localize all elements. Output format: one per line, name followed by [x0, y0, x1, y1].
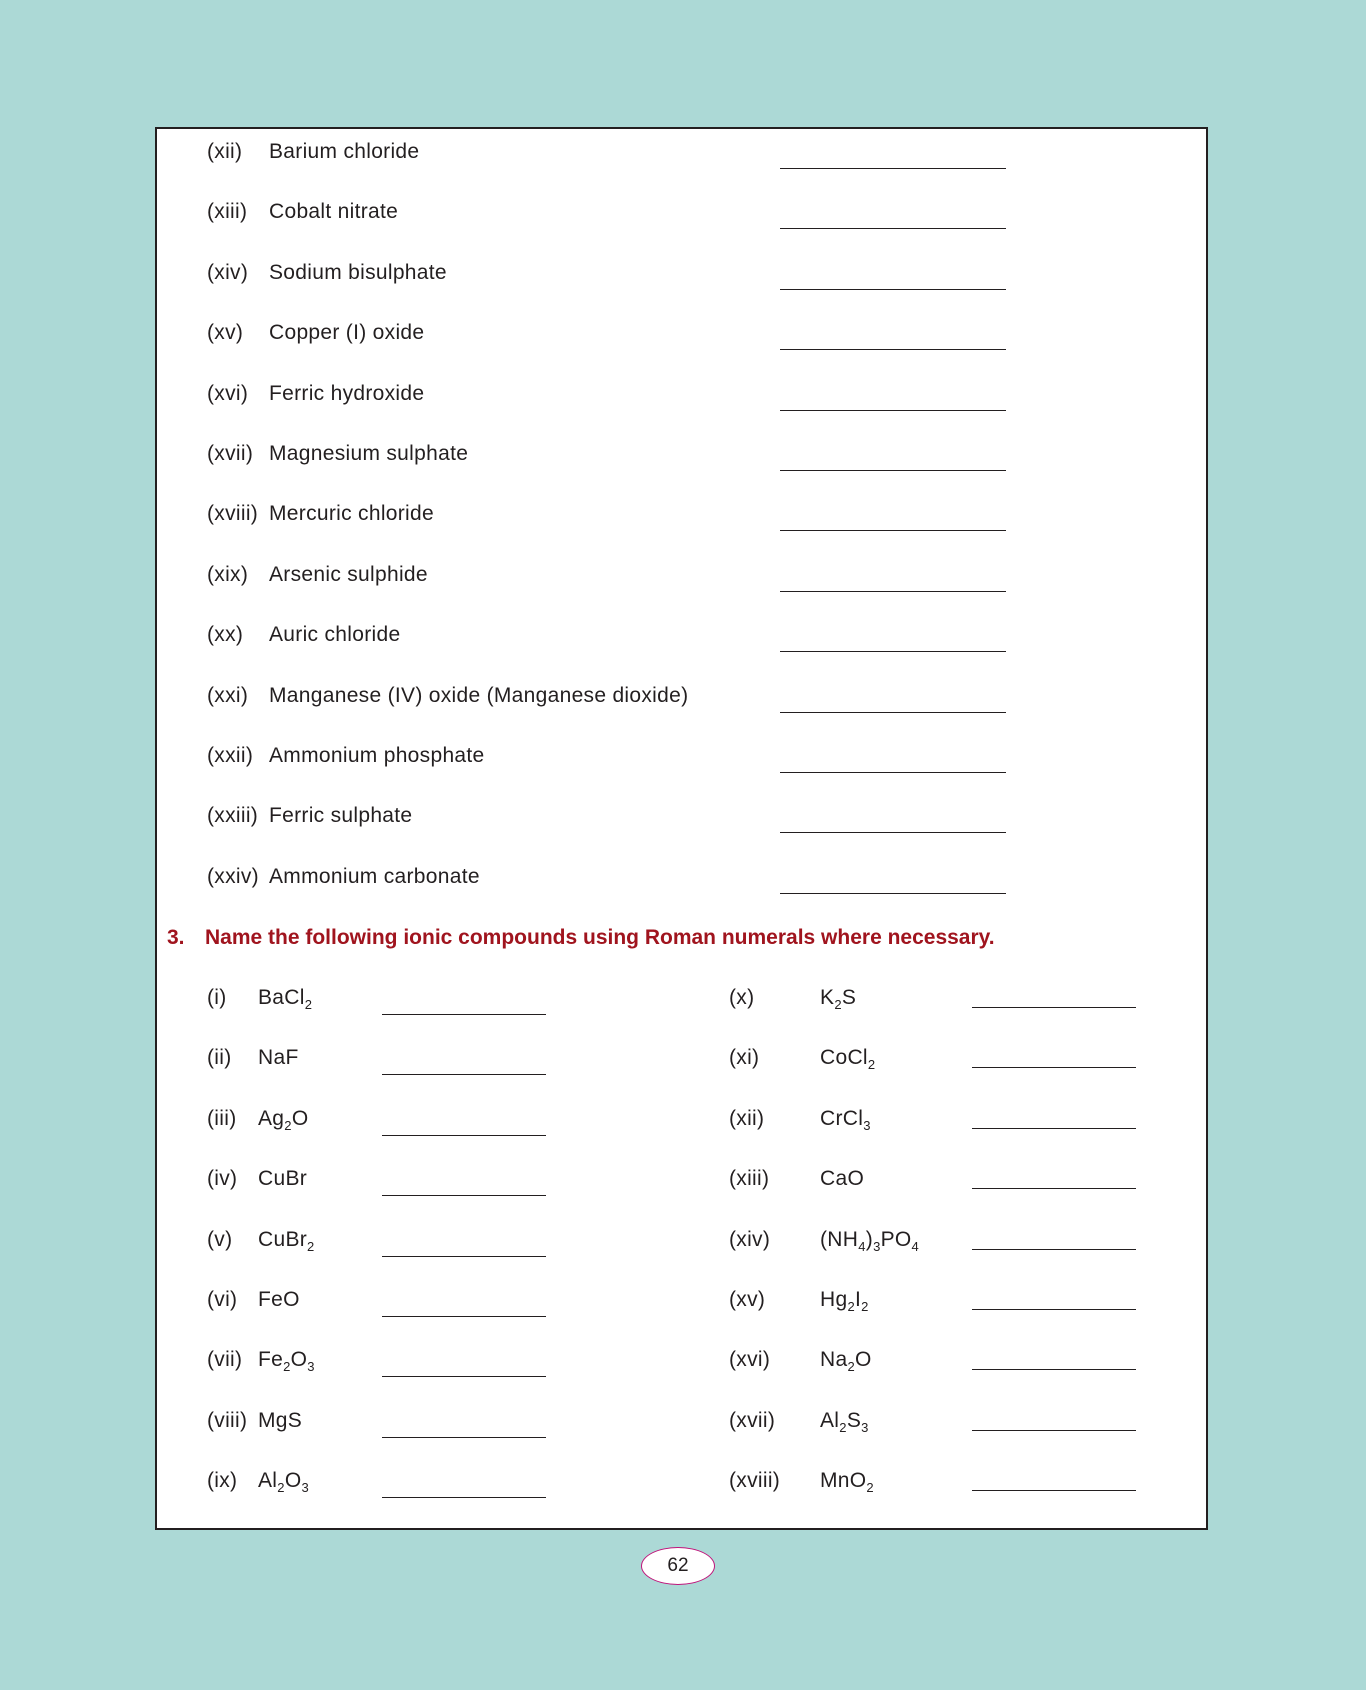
part3-row: [157, 985, 1206, 1025]
compound-name: Copper (I) oxide: [269, 321, 425, 345]
chemical-formula: [820, 1468, 874, 1494]
formula-part: CuBr: [258, 1167, 308, 1191]
answer-blank[interactable]: [780, 410, 1006, 411]
formula-part: O: [291, 1106, 309, 1130]
compound-name: Manganese (IV) oxide (Manganese dioxide): [269, 683, 689, 707]
answer-blank[interactable]: [972, 1007, 1136, 1008]
formula-part: Na: [820, 1348, 848, 1372]
compound-name: Ferric sulphate: [269, 804, 413, 828]
chemical-formula: [820, 1408, 869, 1434]
formula-part: O: [854, 1348, 872, 1372]
answer-blank[interactable]: [780, 712, 1006, 713]
item-number: (ii): [207, 1046, 232, 1070]
formula-part: MnO: [820, 1469, 867, 1493]
formula-part: CrCl: [820, 1106, 864, 1130]
worksheet-page: [155, 127, 1208, 1530]
formula-subscript: 2: [861, 1299, 869, 1314]
part2-row: [157, 501, 1206, 541]
compound-name: Ammonium carbonate: [269, 864, 480, 888]
item-number: (xii): [729, 1106, 765, 1130]
item-number: (xviii): [207, 502, 259, 526]
part3-row: [157, 1408, 1206, 1448]
chemical-formula: [820, 1287, 869, 1313]
formula-part: ): [865, 1227, 874, 1251]
formula-subscript: 3: [307, 1359, 315, 1375]
page-number: 62: [641, 1547, 715, 1585]
part3-row: [157, 1227, 1206, 1267]
answer-blank[interactable]: [972, 1309, 1136, 1310]
formula-part: (NH: [820, 1227, 859, 1251]
item-number: (xx): [207, 623, 244, 647]
answer-blank[interactable]: [972, 1067, 1136, 1068]
formula-part: FeO: [258, 1288, 300, 1311]
compound-name: Arsenic sulphide: [269, 562, 428, 586]
part2-row: [157, 139, 1206, 179]
item-number: (xiv): [729, 1227, 771, 1251]
part2-row: [157, 803, 1206, 843]
item-number: (x): [729, 986, 755, 1009]
compound-name: Mercuric chloride: [269, 502, 434, 526]
chemical-formula: [820, 985, 856, 1011]
item-number: (iii): [207, 1106, 237, 1130]
answer-blank[interactable]: [780, 349, 1006, 350]
answer-blank[interactable]: [780, 289, 1006, 290]
item-number: (xv): [207, 321, 244, 345]
answer-blank[interactable]: [780, 591, 1006, 592]
formula-part: S: [846, 1408, 862, 1432]
answer-blank[interactable]: [972, 1188, 1136, 1189]
compound-name: Sodium bisulphate: [269, 260, 447, 284]
item-number: (vi): [207, 1288, 238, 1311]
answer-blank[interactable]: [972, 1369, 1136, 1370]
formula-subscript: 2: [847, 1299, 855, 1314]
item-number: (xi): [729, 1046, 760, 1070]
formula-part: S: [841, 986, 857, 1009]
item-number: (ix): [207, 1469, 238, 1493]
part2-row: [157, 441, 1206, 481]
formula-part: I: [854, 1288, 862, 1311]
formula-subscript: 3: [863, 1117, 871, 1133]
part3-row: [157, 1045, 1206, 1085]
part2-row: [157, 381, 1206, 421]
item-number: (xxiii): [207, 804, 259, 828]
part3-row: [157, 1468, 1206, 1508]
item-number: (xvii): [729, 1408, 776, 1432]
item-number: (xviii): [729, 1469, 781, 1493]
compound-name: Barium chloride: [269, 140, 420, 163]
part2-row: [157, 743, 1206, 783]
formula-part: K: [820, 986, 835, 1009]
item-number: (i): [207, 986, 227, 1009]
formula-subscript: 2: [847, 1359, 855, 1375]
part2-row: [157, 260, 1206, 300]
item-number: (xiii): [729, 1167, 770, 1191]
item-number: (xvi): [207, 381, 249, 405]
formula-part: Hg: [820, 1288, 848, 1311]
formula-part: Al: [820, 1408, 840, 1432]
item-number: (xxiv): [207, 864, 259, 888]
part3-row: [157, 1347, 1206, 1387]
answer-blank[interactable]: [972, 1490, 1136, 1491]
item-number: (viii): [207, 1408, 248, 1432]
answer-blank[interactable]: [780, 228, 1006, 229]
item-number: (xix): [207, 562, 249, 586]
chemical-formula: [820, 1106, 871, 1132]
formula-subscript: 2: [866, 1480, 874, 1496]
formula-part: CoCl: [820, 1046, 868, 1070]
formula-part: O: [284, 1469, 302, 1493]
item-number: (iv): [207, 1167, 238, 1191]
answer-blank[interactable]: [780, 832, 1006, 833]
answer-blank[interactable]: [780, 168, 1006, 169]
formula-subscript: 3: [301, 1480, 309, 1496]
item-number: (xii): [207, 140, 243, 163]
formula-subscript: 2: [277, 1480, 285, 1496]
item-number: (v): [207, 1227, 233, 1251]
item-number: (xv): [729, 1288, 766, 1311]
item-number: (vii): [207, 1348, 243, 1372]
part2-row: [157, 562, 1206, 602]
formula-subscript: 4: [911, 1238, 920, 1254]
part2-row: [157, 683, 1206, 723]
question-3-heading: [167, 925, 995, 951]
compound-name: Cobalt nitrate: [269, 200, 399, 224]
item-number: (xxi): [207, 683, 249, 707]
formula-subscript: 2: [839, 1419, 847, 1435]
answer-blank[interactable]: [780, 530, 1006, 531]
question-3-number: 3.: [167, 926, 185, 949]
compound-name: Ferric hydroxide: [269, 381, 425, 405]
answer-blank[interactable]: [780, 651, 1006, 652]
answer-blank[interactable]: [780, 772, 1006, 773]
chemical-formula: [820, 1045, 875, 1071]
chemical-formula: [820, 1347, 872, 1373]
compound-name: Ammonium phosphate: [269, 744, 485, 767]
question-3-text: Name the following ionic compounds using Roman numerals where necessary.: [205, 926, 995, 949]
answer-blank[interactable]: [972, 1128, 1136, 1129]
answer-blank[interactable]: [780, 893, 1006, 894]
formula-part: CuBr: [258, 1227, 308, 1251]
formula-subscript: 2: [283, 1359, 291, 1375]
formula-subscript: 3: [861, 1419, 869, 1435]
formula-part: Fe: [258, 1348, 284, 1372]
part2-row: [157, 320, 1206, 360]
item-number: (xiii): [207, 200, 248, 224]
answer-blank[interactable]: [780, 470, 1006, 471]
formula-part: Ag: [258, 1106, 285, 1130]
formula-part: O: [290, 1348, 308, 1372]
compound-name: Magnesium sulphate: [269, 442, 469, 465]
answer-blank[interactable]: [972, 1249, 1136, 1250]
chemical-formula: [820, 1166, 864, 1192]
formula-subscript: 4: [858, 1238, 866, 1254]
formula-subscript: 3: [873, 1238, 881, 1254]
item-number: (xiv): [207, 260, 249, 284]
formula-subscript: 2: [304, 997, 313, 1012]
part2-row: [157, 199, 1206, 239]
compound-name: Auric chloride: [269, 623, 401, 647]
part3-row: [157, 1166, 1206, 1206]
answer-blank[interactable]: [972, 1430, 1136, 1431]
formula-part: MgS: [258, 1408, 303, 1432]
item-number: (xxii): [207, 744, 254, 767]
part2-row: [157, 864, 1206, 904]
chemical-formula: [820, 1227, 919, 1253]
formula-subscript: 2: [284, 1117, 292, 1133]
formula-part: BaCl: [258, 986, 305, 1009]
formula-subscript: 2: [867, 1057, 876, 1073]
part2-row: [157, 622, 1206, 662]
item-number: (xvii): [207, 442, 254, 465]
formula-part: NaF: [258, 1046, 299, 1070]
item-number: (xvi): [729, 1348, 771, 1372]
part3-row: [157, 1287, 1206, 1327]
formula-part: PO: [880, 1227, 912, 1251]
formula-subscript: 2: [834, 997, 842, 1012]
formula-subscript: 2: [307, 1238, 315, 1254]
formula-part: CaO: [820, 1167, 865, 1191]
part3-row: [157, 1106, 1206, 1146]
formula-part: Al: [258, 1469, 278, 1493]
